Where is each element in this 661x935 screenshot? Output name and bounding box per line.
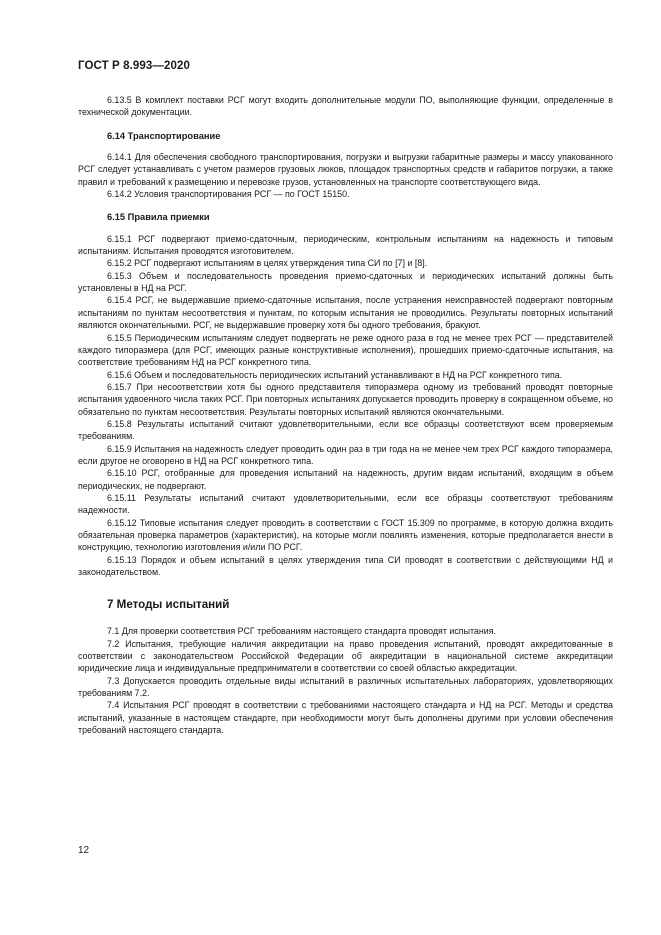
page-number: 12 [78, 845, 90, 856]
clause-6-15-2: 6.15.2 РСГ подвергают испытаниям в целях утверждения типа СИ по [7] и [8]. [107, 258, 428, 269]
clause-6-15-1: 6.15.1 РСГ подвергают приемо-сдаточным, периодическим, контрольным испытаниям на надежность и типовым испытаниям. Испытания проводятся изготовителем. [78, 233, 613, 257]
clause-6-15-4: 6.15.4 РСГ, не выдержавшие приемо-сдаточные испытания, после устранения неисправностей подвергают повторным испытаниям по пунктам несоответствия и пунктам, по которым испытания не проводились. Результаты повторных испытаний являются окончательными. РСГ, не выдержавшие проверку хотя бы одного требования, бракуют. [78, 295, 613, 331]
section-heading-6-15: 6.15 Правила приемки [107, 212, 210, 223]
clause-6-15-11: 6.15.11 Результаты испытаний считают удовлетворительными, если все образцы соответствуют требованиям надежности. [78, 492, 613, 516]
clause-6-13-5: 6.13.5 В комплект поставки РСГ могут входить дополнительные модули ПО, выполняющие функции, определенные в технической документации. [78, 95, 613, 118]
clause-6-15-5: 6.15.5 Периодическим испытаниям следует подвергать не реже одного раза в год не менее трех РСГ — представителей каждого типоразмера (для РСГ, имеющих разные конструктивные исполнения), прошедших приемо-сдаточные испытания, на соответствие требованиям НД на РСГ конкретного типа. [78, 332, 613, 368]
section-heading-7: 7 Методы испытаний [107, 598, 230, 612]
clause-6-15-7: 6.15.7 При несоответствии хотя бы одного представителя типоразмера одному из требований проводят повторные испытания удвоенного числа таких РСГ. При повторных испытаниях допускается проводить проверку в сокращенном объеме, но обязательно по пунктам несоответствия. Результаты повторных испытаний являются окончательными. [78, 381, 613, 417]
clause-6-15-3: 6.15.3 Объем и последовательность проведения приемо-сдаточных и периодических испытаний должны быть установлены в НД на РСГ. [78, 270, 613, 294]
clause-6-15-10: 6.15.10 РСГ, отобранные для проведения испытаний на надежность, другим видам испытаний, входящим в объем периодических, не подвергают. [78, 468, 613, 491]
clause-7-3: 7.3 Допускается проводить отдельные виды испытаний в различных испытательных лабораториях, удовлетворяющих требованиям 7.2. [78, 675, 613, 699]
clause-7-4: 7.4 Испытания РСГ проводят в соответствии с требованиями настоящего стандарта и НД на РСГ. Методы и средства испытаний, указанные в настоящем стандарте, при необходимости могут быть дополнены другими при условии обеспечения требований настоящего стандарта. [78, 700, 613, 736]
clause-6-15-6: 6.15.6 Объем и последовательность периодических испытаний устанавливают в НД на РСГ конкретного типа. [107, 369, 563, 380]
clause-6-15-9: 6.15.9 Испытания на надежность следует проводить один раз в три года на не менее чем трех РСГ каждого типоразмера, если другое не оговорено в НД на РСГ конкретного типа. [78, 443, 613, 466]
clause-6-15-12: 6.15.12 Типовые испытания следует проводить в соответствии с ГОСТ 15.309 по программе, в которую должна входить обязательная проверка параметров (характеристик), на которые могли повлиять изменения, которые предполагается внести в конструкцию, технологию изготовления и/или ПО РСГ. [78, 517, 613, 553]
document-header-id: ГОСТ Р 8.993—2020 [78, 60, 190, 72]
clause-6-14-2: 6.14.2 Условия транспортирования РСГ — по ГОСТ 15150. [107, 189, 350, 200]
clause-6-15-13: 6.15.13 Порядок и объем испытаний в целях утверждения типа СИ проводят в соответствии с действующими НД и законодательством. [78, 554, 613, 578]
clause-7-2: 7.2 Испытания, требующие наличия аккредитации на право проведения испытаний, проводят аккредитованные в соответствии с законодательством Российской Федерации об аккредитации в национальной системе аккредитации юридические лица и индивидуальные предприниматели в соответствии со своей областью аккредитации. [78, 638, 613, 674]
clause-6-15-8: 6.15.8 Результаты испытаний считают удовлетворительными, если все образцы соответствуют всем проверяемым требованиям. [78, 418, 613, 442]
clause-6-14-1: 6.14.1 Для обеспечения свободного транспортирования, погрузки и выгрузки габаритные размеры и массу упакованного РСГ следует устанавливать с учетом размеров грузовых люков, площадок транспортных средств и габаритов погрузки, а также правил и требований к размещению и перевозке грузов, установленных на транспорте соответствующего вида. [78, 152, 613, 187]
section-heading-6-14: 6.14 Транспортирование [107, 130, 221, 141]
document-body [78, 94, 613, 736]
clause-7-1: 7.1 Для проверки соответствия РСГ требованиям настоящего стандарта проводят испытания. [107, 626, 497, 637]
